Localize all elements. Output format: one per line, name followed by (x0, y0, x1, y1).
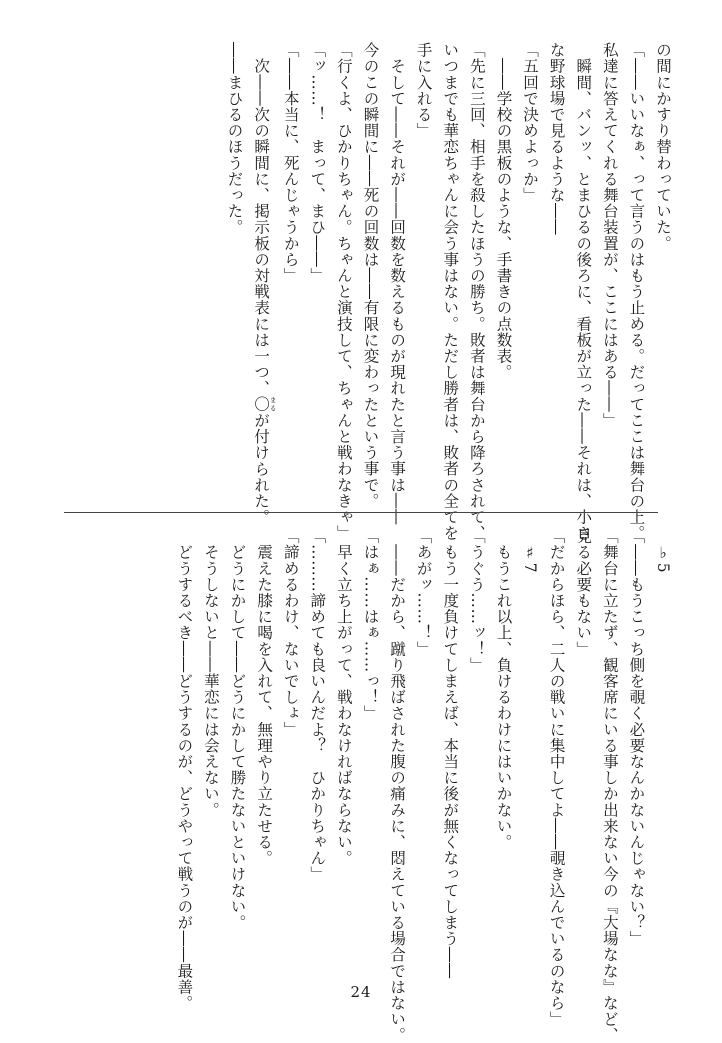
text-line: 「………諦めても良いんだよ？ ひかりちゃん」 (308, 528, 327, 883)
text-line-with-mark (248, 42, 278, 526)
text-line: ――まひるのほうだった。 (225, 42, 244, 236)
text-line: そして――それが――回数を数えるものが現れたと言う事は―― (388, 42, 407, 525)
text-line: 私達に答えてくれる舞台装置が、ここにはある――」 (600, 42, 619, 429)
text-line: 「うぐう……ッ！」 (467, 528, 486, 673)
text-line: もうこれ以上、負けるわけにはいかない。 (494, 528, 513, 850)
text-line: 「だからほら、二人の戦いに集中してよ――覗き込んでいるのなら」 (547, 528, 566, 1028)
text-line: 「五回で決めよっか」 (521, 42, 540, 203)
text-line: どうするべき――どうするのが、どうやって戦うのが――最善。 (175, 528, 194, 1011)
text-line: ――だから、蹴り飛ばされた腹の痛みに、悶えている場合ではない。 (388, 528, 407, 1043)
text-line: 早く立ち上がって、戦わなければならない。 (334, 528, 353, 867)
text-line: 「ッ……！ まって、まひ――」 (308, 42, 327, 284)
text-line: もう一度負けてしまえば、本当に後が無くなってしまう―― (441, 528, 460, 979)
text-line: 次――次の瞬間に、掲示板の対戦表には一つ、 (252, 42, 271, 397)
section-heading: ♯7 (521, 528, 540, 574)
page-number: 24 (350, 983, 372, 1001)
text-line: いつまでも華恋ちゃんに会う事はない。ただし勝者は、敗者の全てを (441, 42, 460, 542)
text-line: 「――もうこっち側を覗く必要なんかないんじゃない？」 (627, 528, 646, 947)
text-line: 「諦めるわけ、ないでしょ」 (281, 528, 300, 738)
score-mark: 〇 まる (252, 396, 278, 413)
text-line: 「舞台に立たず、観客席にいる事しか出来ない今の『大場なな』など、 (600, 528, 619, 1043)
text-line: の間にかすり替わっていた。 (654, 42, 672, 252)
section-heading: ♭5 (654, 528, 672, 574)
section-divider (64, 512, 658, 513)
text-line: 瞬間、バンッ、とまひるの後ろに、看板が立った――それは、小さ (574, 42, 593, 542)
text-line: 「行くよ、ひかりちゃん。ちゃんと演技して、ちゃんと戦わなきゃ」 (334, 42, 353, 542)
text-line: 「あがッ……！」 (414, 528, 433, 657)
text-line: ――学校の黒板のような、手書きの点数表。 (494, 42, 513, 381)
text-line: な野球場で見るような―― (547, 42, 566, 236)
text-line: 手に入れる」 (414, 42, 433, 139)
text-line: 今のこの瞬間に――死の回数は――有限に変わったという事で。 (361, 42, 380, 509)
score-mark-ruby: まる (269, 396, 278, 413)
text-line: 見る必要もない」 (574, 528, 593, 657)
text-line: が付けられた。 (252, 412, 271, 526)
text-line: 震えた膝に喝を入れて、無理やり立たせる。 (255, 528, 274, 867)
upper-text-block (221, 42, 676, 542)
text-line: 「先に三回、相手を殺したほうの勝ち。敗者は舞台から降ろされて、 (467, 42, 486, 542)
text-line: どうにかして――どうにかして勝たないといけない。 (228, 528, 247, 931)
text-line: 「はぁ……はぁ……っ！」 (361, 528, 380, 722)
text-line: そうしないと――華恋には会えない。 (201, 528, 220, 818)
text-line: 「――いいなぁ、って言うのはもう止める。だってここは舞台の上。 (627, 42, 646, 542)
text-line: 「――本当に、死んじゃうから」 (281, 42, 300, 284)
